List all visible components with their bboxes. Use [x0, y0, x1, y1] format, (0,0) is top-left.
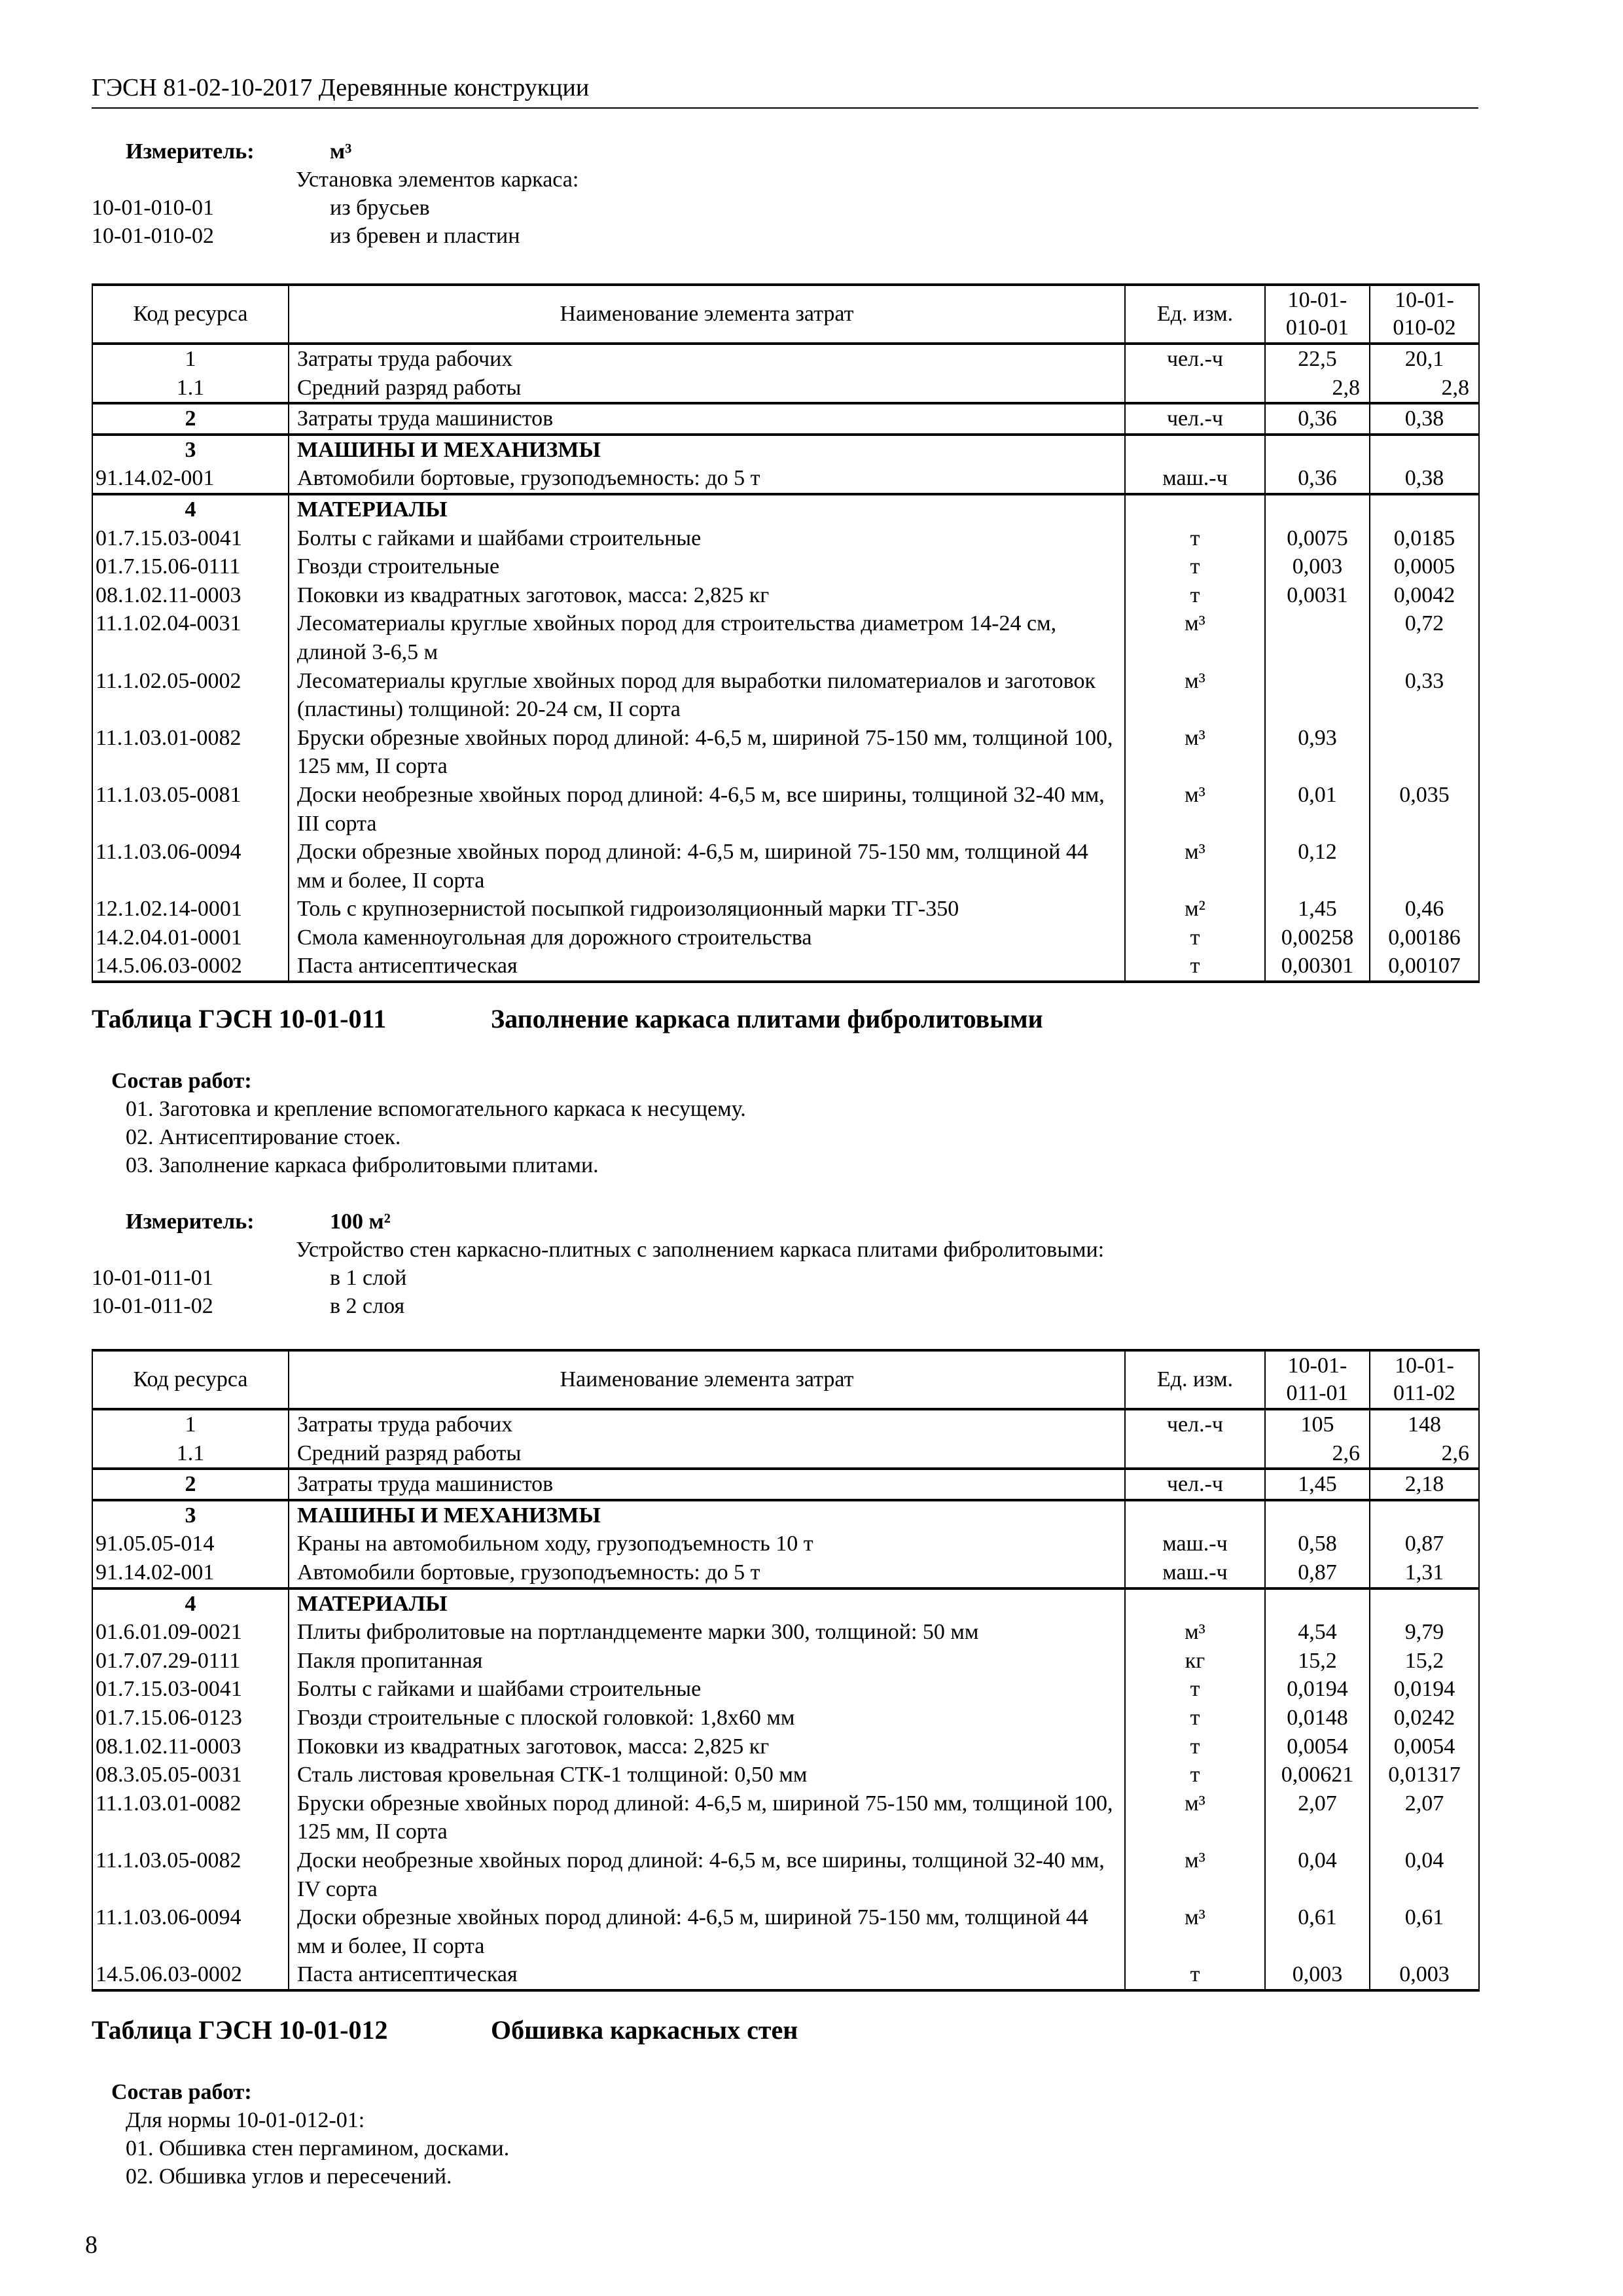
cell-v1 — [1265, 435, 1370, 465]
cell-v1: 15,2 — [1265, 1647, 1370, 1676]
page-number: 8 — [85, 2231, 98, 2259]
column-header-code: Код ресурса — [92, 1350, 289, 1409]
cell-v1: 0,0148 — [1265, 1704, 1370, 1732]
cell-name: Доски обрезные хвойных пород длиной: 4-6,5 м, шириной 75-150 мм, толщиной 44 мм и более, II сорта — [289, 1903, 1125, 1960]
cell-name: МАШИНЫ И МЕХАНИЗМЫ — [289, 435, 1125, 465]
table-name: Заполнение каркаса плитами фибролитовыми — [491, 1004, 1043, 1033]
cell-v2: 0,00186 — [1370, 924, 1479, 952]
cell-v2 — [1370, 838, 1479, 895]
cell-v1: 2,07 — [1265, 1789, 1370, 1846]
table-label: Таблица ГЭСН 10-01-011 — [92, 1004, 387, 1033]
cell-v1 — [1265, 1500, 1370, 1530]
norm-text: из бревен и пластин — [330, 224, 520, 248]
cell-unit: м³ — [1125, 1618, 1265, 1647]
cell-name: Гвозди строительные с плоской головкой: 1,8х60 мм — [289, 1704, 1125, 1732]
table-row — [92, 435, 1479, 465]
cell-unit: чел.-ч — [1125, 1409, 1265, 1439]
table-row — [92, 344, 1479, 374]
table-row — [92, 1789, 1479, 1846]
cell-code: 1.1 — [92, 374, 289, 404]
cell-unit: м³ — [1125, 609, 1265, 666]
cell-code: 08.3.05.05-0031 — [92, 1761, 289, 1789]
norm-text: в 2 слоя — [330, 1294, 405, 1318]
cell-v2: 0,035 — [1370, 781, 1479, 838]
cell-code: 2 — [92, 403, 289, 435]
composition-label: Состав работ: — [111, 2080, 252, 2104]
cell-name: Затраты труда машинистов — [289, 1469, 1125, 1500]
cell-unit: т — [1125, 1704, 1265, 1732]
cell-unit: кг — [1125, 1647, 1265, 1676]
cell-name: Затраты труда рабочих — [289, 344, 1125, 374]
cell-unit — [1125, 1588, 1265, 1619]
cell-v1: 0,87 — [1265, 1558, 1370, 1588]
cell-unit — [1125, 374, 1265, 404]
cell-unit: т — [1125, 1761, 1265, 1789]
cell-v1: 105 — [1265, 1409, 1370, 1439]
cell-v1: 1,45 — [1265, 1469, 1370, 1500]
cell-code: 11.1.03.01-0082 — [92, 1789, 289, 1846]
cell-v2 — [1370, 494, 1479, 524]
cell-code: 11.1.03.06-0094 — [92, 1903, 289, 1960]
composition-item: Для нормы 10-01-012-01: — [126, 2108, 365, 2132]
table-row — [92, 1618, 1479, 1647]
cell-v2: 15,2 — [1370, 1647, 1479, 1676]
cell-code: 01.7.15.06-0123 — [92, 1704, 289, 1732]
cell-unit: т — [1125, 1732, 1265, 1761]
cell-unit: м³ — [1125, 1789, 1265, 1846]
measure-label: Измеритель: — [126, 1210, 255, 1234]
column-header-unit: Ед. изм. — [1125, 1350, 1265, 1409]
table-row — [92, 494, 1479, 524]
cell-name: Толь с крупнозернистой посыпкой гидроизоляционный марки ТГ-350 — [289, 895, 1125, 924]
cell-code: 11.1.02.04-0031 — [92, 609, 289, 666]
cell-v1: 0,58 — [1265, 1530, 1370, 1558]
cell-unit: т — [1125, 952, 1265, 982]
cell-v2: 9,79 — [1370, 1618, 1479, 1647]
cell-v1: 0,00258 — [1265, 924, 1370, 952]
table-row — [92, 524, 1479, 553]
cell-v1: 0,0054 — [1265, 1732, 1370, 1761]
table-row — [92, 1409, 1479, 1439]
cell-name: Болты с гайками и шайбами строительные — [289, 1675, 1125, 1704]
table-row — [92, 403, 1479, 435]
cell-v2: 2,07 — [1370, 1789, 1479, 1846]
measure-description: Устройство стен каркасно-плитных с заполнением каркаса плитами фибролитовыми: — [296, 1238, 1105, 1262]
table-name: Обшивка каркасных стен — [491, 2015, 798, 2045]
cell-v1: 0,0194 — [1265, 1675, 1370, 1704]
cell-v2: 0,72 — [1370, 609, 1479, 666]
table-row — [92, 1903, 1479, 1960]
measure-block-1 — [92, 137, 1478, 250]
cell-unit: т — [1125, 1675, 1265, 1704]
cell-unit — [1125, 1439, 1265, 1469]
cell-code: 11.1.03.05-0081 — [92, 781, 289, 838]
cell-code: 11.1.03.01-0082 — [92, 724, 289, 781]
cell-unit: чел.-ч — [1125, 403, 1265, 435]
cell-name: Затраты труда машинистов — [289, 403, 1125, 435]
norm-code: 10-01-010-02 — [92, 224, 214, 248]
table-row — [92, 581, 1479, 610]
cell-v2 — [1370, 1588, 1479, 1619]
table-row — [92, 609, 1479, 666]
composition-label: Состав работ: — [111, 1069, 252, 1093]
cell-code: 1 — [92, 1409, 289, 1439]
cell-v2: 0,33 — [1370, 667, 1479, 724]
norm-code: 10-01-011-01 — [92, 1266, 213, 1290]
cell-code: 01.7.07.29-0111 — [92, 1647, 289, 1676]
cell-code: 14.2.04.01-0001 — [92, 924, 289, 952]
cell-v1: 0,0075 — [1265, 524, 1370, 553]
cell-v1: 0,04 — [1265, 1846, 1370, 1903]
column-header-unit: Ед. изм. — [1125, 285, 1265, 344]
cell-unit: т — [1125, 524, 1265, 553]
cell-unit: м³ — [1125, 781, 1265, 838]
table-row — [92, 1588, 1479, 1619]
document-header: ГЭСН 81-02-10-2017 Деревянные конструкции — [92, 74, 590, 101]
table-row — [92, 667, 1479, 724]
cell-v2 — [1370, 724, 1479, 781]
composition-item: 02. Антисептирование стоек. — [126, 1125, 401, 1149]
cell-name: Средний разряд работы — [289, 1439, 1125, 1469]
cell-unit: маш.-ч — [1125, 464, 1265, 494]
cell-v2: 2,18 — [1370, 1469, 1479, 1500]
cell-v2: 0,38 — [1370, 403, 1479, 435]
table-row — [92, 1761, 1479, 1789]
cell-v2: 0,0042 — [1370, 581, 1479, 610]
cell-v1: 0,01 — [1265, 781, 1370, 838]
composition-block-1 — [111, 1067, 746, 1179]
cell-name: Поковки из квадратных заготовок, масса: 2,825 кг — [289, 1732, 1125, 1761]
cell-code: 01.7.15.03-0041 — [92, 524, 289, 553]
cell-v1: 0,003 — [1265, 552, 1370, 581]
cell-v2: 0,0194 — [1370, 1675, 1479, 1704]
cell-v1: 0,00301 — [1265, 952, 1370, 982]
cell-unit: м³ — [1125, 1846, 1265, 1903]
cell-code: 11.1.03.05-0082 — [92, 1846, 289, 1903]
table-row — [92, 1469, 1479, 1500]
cell-v2: 0,0242 — [1370, 1704, 1479, 1732]
table-header-row — [92, 1350, 1479, 1409]
norm-code: 10-01-010-01 — [92, 196, 214, 220]
table-row — [92, 1960, 1479, 1990]
cell-code: 01.6.01.09-0021 — [92, 1618, 289, 1647]
cell-v1: 0,61 — [1265, 1903, 1370, 1960]
cell-v1: 0,93 — [1265, 724, 1370, 781]
column-header-v2: 10-01-011-02 — [1370, 1350, 1479, 1409]
measure-unit: м³ — [330, 139, 352, 164]
cell-v1: 22,5 — [1265, 344, 1370, 374]
composition-item: 02. Обшивка углов и пересечений. — [126, 2164, 452, 2189]
header-divider — [92, 107, 1478, 109]
measure-block-2 — [92, 1208, 1478, 1320]
cell-name: Бруски обрезные хвойных пород длиной: 4-6,5 м, шириной 75-150 мм, толщиной 100, 125 мм, II сорта — [289, 724, 1125, 781]
cell-code: 91.14.02-001 — [92, 464, 289, 494]
cell-code: 91.05.05-014 — [92, 1530, 289, 1558]
cell-v2: 0,87 — [1370, 1530, 1479, 1558]
cell-unit: м³ — [1125, 838, 1265, 895]
cell-v1 — [1265, 1588, 1370, 1619]
cell-name: МАТЕРИАЛЫ — [289, 494, 1125, 524]
table-row — [92, 1732, 1479, 1761]
cell-v2: 2,8 — [1370, 374, 1479, 404]
cell-code: 01.7.15.06-0111 — [92, 552, 289, 581]
cell-unit: т — [1125, 581, 1265, 610]
cell-v2: 0,38 — [1370, 464, 1479, 494]
cell-name: Краны на автомобильном ходу, грузоподъемность 10 т — [289, 1530, 1125, 1558]
cell-unit — [1125, 435, 1265, 465]
table-header-row — [92, 285, 1479, 344]
cell-unit: маш.-ч — [1125, 1558, 1265, 1588]
table-row — [92, 724, 1479, 781]
cell-v1: 1,45 — [1265, 895, 1370, 924]
cell-code: 3 — [92, 435, 289, 465]
cell-v1: 0,003 — [1265, 1960, 1370, 1990]
cell-v2: 0,46 — [1370, 895, 1479, 924]
cell-v2: 20,1 — [1370, 344, 1479, 374]
cell-unit — [1125, 494, 1265, 524]
cell-unit: м³ — [1125, 724, 1265, 781]
table-row — [92, 1558, 1479, 1588]
cell-v1: 0,36 — [1265, 403, 1370, 435]
cell-v1: 4,54 — [1265, 1618, 1370, 1647]
cell-code: 4 — [92, 494, 289, 524]
resource-table-10-01-010 — [92, 283, 1480, 983]
cell-v1 — [1265, 609, 1370, 666]
cell-v2: 0,04 — [1370, 1846, 1479, 1903]
cell-name: Доски необрезные хвойных пород длиной: 4-6,5 м, все ширины, толщиной 32-40 мм, IV сорта — [289, 1846, 1125, 1903]
table-row — [92, 781, 1479, 838]
cell-v1 — [1265, 667, 1370, 724]
cell-name: Сталь листовая кровельная СТК-1 толщиной: 0,50 мм — [289, 1761, 1125, 1789]
cell-name: Лесоматериалы круглые хвойных пород для выработки пиломатериалов и заготовок (пластины) толщиной: 20-24 см, II сорта — [289, 667, 1125, 724]
table-row — [92, 1846, 1479, 1903]
resource-table-10-01-011 — [92, 1349, 1480, 1992]
cell-unit: т — [1125, 1960, 1265, 1990]
cell-v2: 148 — [1370, 1409, 1479, 1439]
cell-code: 01.7.15.03-0041 — [92, 1675, 289, 1704]
cell-code: 08.1.02.11-0003 — [92, 1732, 289, 1761]
norm-code: 10-01-011-02 — [92, 1294, 213, 1318]
table-title-10-01-012 — [92, 2015, 798, 2045]
cell-code: 14.5.06.03-0002 — [92, 952, 289, 982]
cell-v1 — [1265, 494, 1370, 524]
column-header-v1: 10-01-011-01 — [1265, 1350, 1370, 1409]
norm-text: в 1 слой — [330, 1266, 407, 1290]
cell-name: Бруски обрезные хвойных пород длиной: 4-6,5 м, шириной 75-150 мм, толщиной 100, 125 мм, II сорта — [289, 1789, 1125, 1846]
cell-unit: чел.-ч — [1125, 344, 1265, 374]
cell-v1: 0,0031 — [1265, 581, 1370, 610]
measure-label: Измеритель: — [126, 139, 255, 164]
cell-v1: 2,8 — [1265, 374, 1370, 404]
cell-v2: 0,0005 — [1370, 552, 1479, 581]
table-row — [92, 374, 1479, 404]
cell-code: 11.1.02.05-0002 — [92, 667, 289, 724]
cell-v2: 2,6 — [1370, 1439, 1479, 1469]
cell-unit: т — [1125, 552, 1265, 581]
table-row — [92, 924, 1479, 952]
measure-unit: 100 м² — [330, 1210, 391, 1234]
table-row — [92, 952, 1479, 982]
table-row — [92, 1647, 1479, 1676]
cell-name: Доски необрезные хвойных пород длиной: 4-6,5 м, все ширины, толщиной 32-40 мм, III сорта — [289, 781, 1125, 838]
cell-name: МАШИНЫ И МЕХАНИЗМЫ — [289, 1500, 1125, 1530]
composition-item: 03. Заполнение каркаса фибролитовыми плитами. — [126, 1153, 599, 1177]
cell-name: Автомобили бортовые, грузоподъемность: до 5 т — [289, 464, 1125, 494]
cell-name: Поковки из квадратных заготовок, масса: 2,825 кг — [289, 581, 1125, 610]
cell-unit: маш.-ч — [1125, 1530, 1265, 1558]
measure-description: Установка элементов каркаса: — [296, 168, 579, 192]
composition-item: 01. Заготовка и крепление вспомогательного каркаса к несущему. — [126, 1097, 746, 1121]
cell-name: Пакля пропитанная — [289, 1647, 1125, 1676]
cell-code: 1.1 — [92, 1439, 289, 1469]
table-label: Таблица ГЭСН 10-01-012 — [92, 2015, 388, 2045]
cell-v2: 0,003 — [1370, 1960, 1479, 1990]
cell-name: Плиты фибролитовые на портландцементе марки 300, толщиной: 50 мм — [289, 1618, 1125, 1647]
composition-item: 01. Обшивка стен пергамином, досками. — [126, 2136, 510, 2161]
cell-code: 14.5.06.03-0002 — [92, 1960, 289, 1990]
cell-v1: 0,36 — [1265, 464, 1370, 494]
cell-name: Средний разряд работы — [289, 374, 1125, 404]
table-title-10-01-011 — [92, 1003, 1043, 1034]
table-row — [92, 464, 1479, 494]
composition-block-2 — [111, 2078, 509, 2191]
cell-code: 1 — [92, 344, 289, 374]
cell-unit: м² — [1125, 895, 1265, 924]
cell-name: Автомобили бортовые, грузоподъемность: до 5 т — [289, 1558, 1125, 1588]
cell-unit: м³ — [1125, 1903, 1265, 1960]
table-row — [92, 552, 1479, 581]
cell-v2: 0,61 — [1370, 1903, 1479, 1960]
cell-name: Паста антисептическая — [289, 1960, 1125, 1990]
cell-v1: 0,12 — [1265, 838, 1370, 895]
column-header-code: Код ресурса — [92, 285, 289, 344]
cell-v2: 0,0185 — [1370, 524, 1479, 553]
table-row — [92, 1530, 1479, 1558]
cell-unit: м³ — [1125, 667, 1265, 724]
column-header-name: Наименование элемента затрат — [289, 1350, 1125, 1409]
cell-v2: 0,00107 — [1370, 952, 1479, 982]
cell-name: Болты с гайками и шайбами строительные — [289, 524, 1125, 553]
cell-v1: 0,00621 — [1265, 1761, 1370, 1789]
column-header-v1: 10-01-010-01 — [1265, 285, 1370, 344]
table-row — [92, 895, 1479, 924]
table-row — [92, 1500, 1479, 1530]
cell-code: 08.1.02.11-0003 — [92, 581, 289, 610]
cell-unit: чел.-ч — [1125, 1469, 1265, 1500]
cell-name: МАТЕРИАЛЫ — [289, 1588, 1125, 1619]
cell-v2: 1,31 — [1370, 1558, 1479, 1588]
table-row — [92, 838, 1479, 895]
cell-name: Смола каменноугольная для дорожного строительства — [289, 924, 1125, 952]
column-header-name: Наименование элемента затрат — [289, 285, 1125, 344]
cell-name: Гвозди строительные — [289, 552, 1125, 581]
cell-name: Паста антисептическая — [289, 952, 1125, 982]
cell-name: Затраты труда рабочих — [289, 1409, 1125, 1439]
norm-text: из брусьев — [330, 196, 430, 220]
cell-name: Доски обрезные хвойных пород длиной: 4-6,5 м, шириной 75-150 мм, толщиной 44 мм и более, II сорта — [289, 838, 1125, 895]
cell-code: 2 — [92, 1469, 289, 1500]
cell-v2 — [1370, 1500, 1479, 1530]
cell-v2: 0,01317 — [1370, 1761, 1479, 1789]
table-row — [92, 1439, 1479, 1469]
cell-v1: 2,6 — [1265, 1439, 1370, 1469]
cell-v2: 0,0054 — [1370, 1732, 1479, 1761]
cell-unit — [1125, 1500, 1265, 1530]
cell-code: 3 — [92, 1500, 289, 1530]
cell-code: 91.14.02-001 — [92, 1558, 289, 1588]
table-row — [92, 1704, 1479, 1732]
cell-code: 12.1.02.14-0001 — [92, 895, 289, 924]
cell-unit: т — [1125, 924, 1265, 952]
table-row — [92, 1675, 1479, 1704]
cell-v2 — [1370, 435, 1479, 465]
cell-code: 11.1.03.06-0094 — [92, 838, 289, 895]
cell-name: Лесоматериалы круглые хвойных пород для строительства диаметром 14-24 см, длиной 3-6,5 м — [289, 609, 1125, 666]
cell-code: 4 — [92, 1588, 289, 1619]
column-header-v2: 10-01-010-02 — [1370, 285, 1479, 344]
